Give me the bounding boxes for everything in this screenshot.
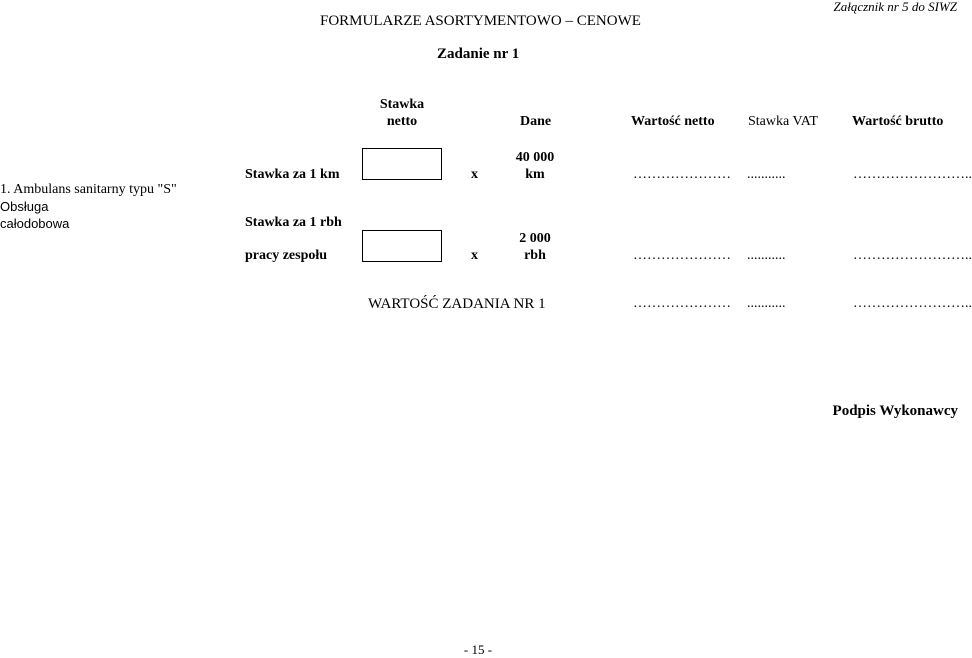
item-name-line2: Obsługa (0, 199, 49, 214)
row-label-continued: pracy zespołu (245, 248, 328, 263)
net-rate-input-km[interactable] (362, 148, 442, 180)
column-net-rate-line2: netto (386, 114, 418, 129)
quantity-value: 40 000 (515, 150, 555, 165)
column-net-value: Wartość netto (631, 114, 715, 129)
annex-label: Załącznik nr 5 do SIWZ (833, 0, 957, 14)
column-gross-value: Wartość brutto (852, 114, 944, 129)
total-net-value-field[interactable]: ………………… (633, 296, 731, 311)
total-label: WARTOŚĆ ZADANIA NR 1 (368, 296, 546, 312)
quantity-unit: rbh (524, 248, 546, 263)
signature-label: Podpis Wykonawcy (832, 403, 958, 419)
net-value-field[interactable]: ………………… (633, 167, 731, 182)
net-rate-input-rbh[interactable] (362, 230, 442, 262)
total-gross-value-field[interactable]: …………………….. (853, 296, 972, 311)
gross-value-field[interactable]: …………………….. (853, 167, 972, 182)
item-name-line3: całodobowa (0, 216, 70, 231)
page-number: - 15 - (463, 642, 493, 657)
document-title: FORMULARZE ASORTYMENTOWO – CENOWE (320, 13, 641, 29)
task-title: Zadanie nr 1 (437, 46, 520, 62)
item-name-line1: 1. Ambulans sanitarny typu "S" (0, 182, 177, 197)
multiply-sign: x (471, 167, 478, 182)
quantity-value: 2 000 (519, 231, 551, 246)
row-label: Stawka za 1 rbh (245, 215, 342, 230)
row-label: Stawka za 1 km (245, 167, 340, 182)
column-vat-rate: Stawka VAT (748, 114, 818, 129)
total-vat-field[interactable]: ........... (747, 296, 786, 311)
vat-field[interactable]: ........... (747, 248, 786, 263)
column-net-rate-line1: Stawka (379, 97, 425, 112)
gross-value-field[interactable]: …………………….. (853, 248, 972, 263)
net-value-field[interactable]: ………………… (633, 248, 731, 263)
multiply-sign: x (471, 248, 478, 263)
quantity-unit: km (525, 167, 545, 182)
column-data: Dane (520, 114, 552, 129)
vat-field[interactable]: ........... (747, 167, 786, 182)
